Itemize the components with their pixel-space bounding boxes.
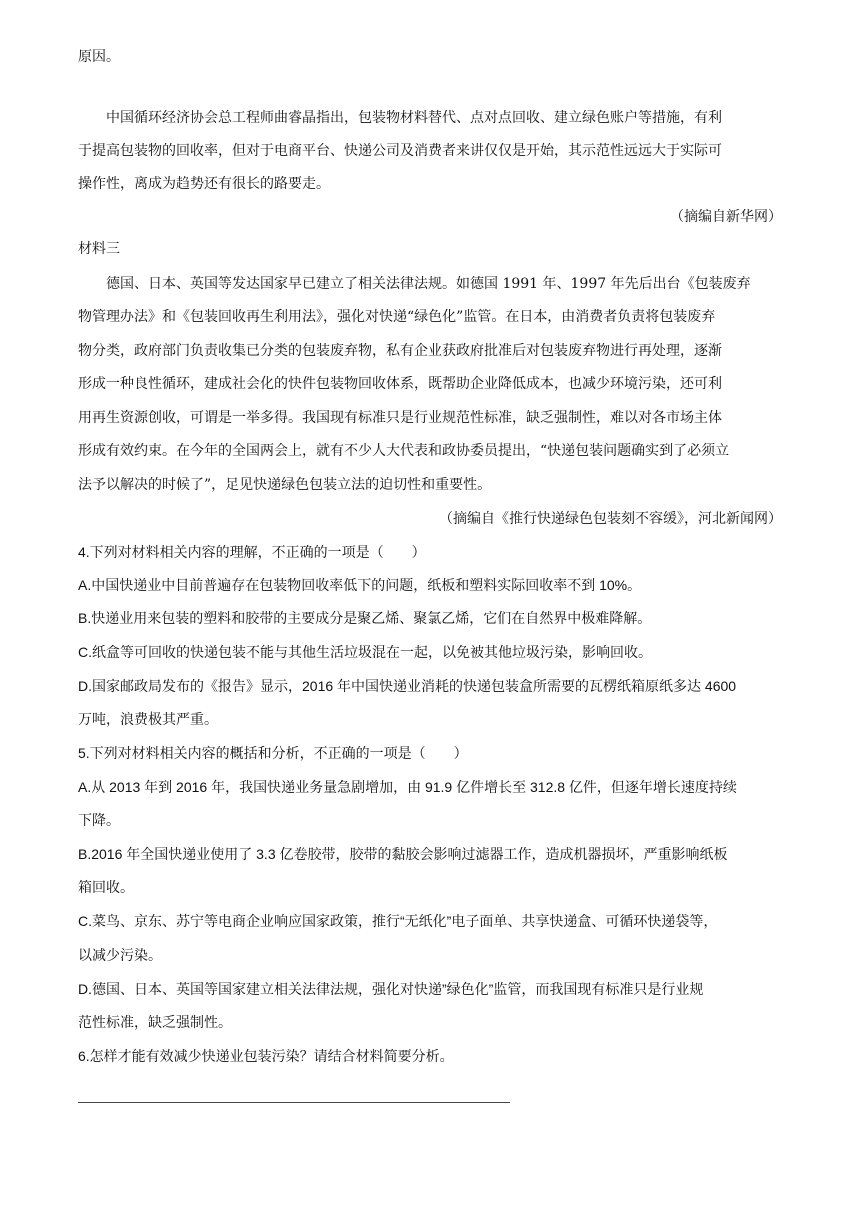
- option-5d-cont: 范性标准，缺乏强制性。: [78, 1014, 232, 1030]
- option-4c: C.纸盒等可回收的快递包装不能与其他生活垃圾混在一起，以免被其他垃圾污染，影响回收。: [78, 644, 652, 660]
- question-5: 5.下列对材料相关内容的概括和分析，不正确的一项是（ ）: [78, 745, 468, 761]
- source-citation: （摘编自新华网）: [670, 209, 782, 225]
- section-heading: 材料三: [78, 241, 120, 257]
- paragraph-line: 形成有效约束。在今年的全国两会上，就有不少人大代表和政协委员提出，“快递包装问题确实到了必须立: [78, 443, 730, 459]
- paragraph-line: 中国循环经济协会总工程师曲睿晶指出，包装物材料替代、点对点回收、建立绿色账户等措施，有利: [106, 110, 722, 126]
- option-4d: D.国家邮政局发布的《报告》显示，2016 年中国快递业消耗的快递包装盒所需要的瓦楞纸箱原纸多达 4600: [78, 678, 737, 694]
- option-4d-cont: 万吨，浪费极其严重。: [78, 711, 218, 727]
- paragraph-line: 形成一种良性循环，建成社会化的快件包装物回收体系，既帮助企业降低成本，也减少环境污染，还可利: [78, 376, 722, 392]
- option-5a: A.从 2013 年到 2016 年，我国快递业务量急剧增加，由 91.9 亿件增长至 312.8 亿件，但逐年增长速度持续: [78, 779, 737, 795]
- source-citation: （摘编自《推行快递绿色包装刻不容缓》，河北新闻网）: [439, 511, 782, 527]
- paragraph-line: 物管理办法》和《包装回收再生利用法》，强化对快递“绿色化”监管。在日本，由消费者负责将包装废弃: [78, 309, 716, 325]
- option-4a: A.中国快递业中目前普遍存在包装物回收率低下的问题，纸板和塑料实际回收率不到 10%。: [78, 577, 642, 593]
- paragraph-line: 用再生资源创收，可谓是一举多得。我国现有标准只是行业规范性标准，缺乏强制性，难以对各市场主体: [78, 410, 722, 426]
- question-4: 4.下列对材料相关内容的理解，不正确的一项是（ ）: [78, 544, 426, 560]
- option-5b: B.2016 年全国快递业使用了 3.3 亿卷胶带，胶带的黏胶会影响过滤器工作，造成机器损坏，严重影响纸板: [78, 846, 728, 862]
- answer-line: [78, 1102, 510, 1103]
- option-4b: B.快递业用来包装的塑料和胶带的主要成分是聚乙烯、聚氯乙烯，它们在自然界中极难降解。: [78, 610, 652, 626]
- option-5c: C.菜鸟、京东、苏宁等电商企业响应国家政策，推行“无纸化”电子面单、共享快递盒、可循环快递袋等，: [78, 913, 718, 929]
- option-5d: D.德国、日本、英国等国家建立相关法律法规，强化对快递”绿色化”监管，而我国现有标准只是行业规: [78, 981, 704, 997]
- paragraph-line: 物分类，政府部门负责收集已分类的包装废弃物，私有企业获政府批准后对包装废弃物进行再处理，逐渐: [78, 343, 722, 359]
- paragraph-line: 法予以解决的时候了”，足见快递绿色包装立法的迫切性和重要性。: [78, 477, 492, 493]
- paragraph-line: 操作性，离成为趋势还有很长的路要走。: [78, 176, 330, 192]
- question-6: 6.怎样才能有效减少快递业包装污染？请结合材料简要分析。: [78, 1048, 454, 1064]
- option-5c-cont: 以减少污染。: [78, 947, 162, 963]
- paragraph-line: 德国、日本、英国等发达国家早已建立了相关法律法规。如德国 1991 年、1997 年先后出台《包装废弃: [106, 276, 751, 292]
- option-5b-cont: 箱回收。: [78, 879, 134, 895]
- paragraph-line: 于提高包装物的回收率，但对于电商平台、快递公司及消费者来讲仅仅是开始，其示范性远远大于实际可: [78, 143, 722, 159]
- option-5a-cont: 下降。: [78, 812, 120, 828]
- paragraph-line: 原因。: [78, 49, 120, 65]
